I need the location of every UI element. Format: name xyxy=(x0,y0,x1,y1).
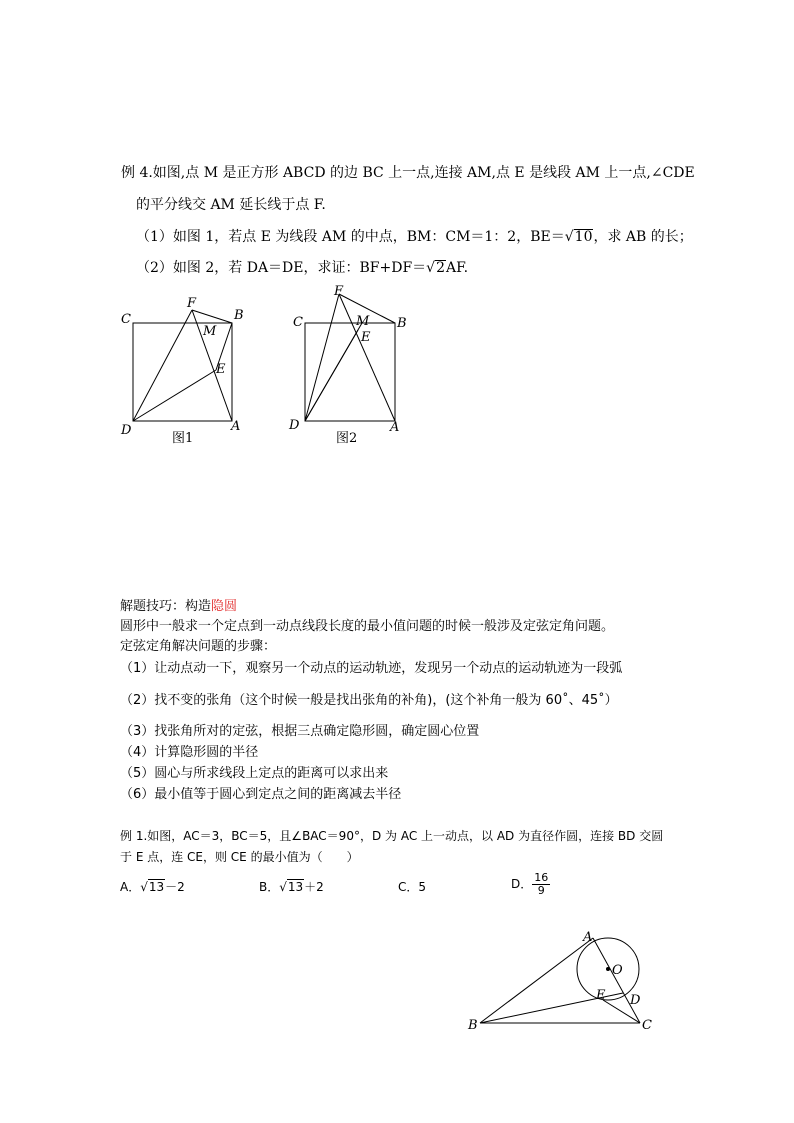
option-a: A．√13－2 xyxy=(120,880,185,894)
fig2-label-m: M xyxy=(356,314,370,329)
fig2-label-e: E xyxy=(361,330,371,345)
tips-heading xyxy=(120,598,237,616)
tips-heading-highlight: 隐圆 xyxy=(211,599,238,614)
fig3-label-a: A xyxy=(583,930,593,945)
q1-prefix: （1）如图 1，若点 E 为线段 AM 的中点，BM：CM＝1：2，BE＝ xyxy=(136,229,565,245)
fig1-label-e: E xyxy=(216,362,226,377)
fig1-caption: 图1 xyxy=(172,431,194,446)
tips-step: （4）计算隐形圆的半径 xyxy=(120,745,259,760)
tips-step: （6）最小值等于圆心到定点之间的距离减去半径 xyxy=(120,787,402,802)
example4-line2: 的平分线交 AM 延长线于点 F. xyxy=(136,197,326,213)
example4-line1: 例 4.如图,点 M 是正方形 ABCD 的边 BC 上一点,连接 AM,点 E 是线段 AM 上一点,∠CDE xyxy=(121,165,695,181)
example1-line1: 例 1.如图，AC＝3，BC＝5，且∠BAC＝90°，D 为 AC 上一动点，以 AD 为直径作圆，连接 BD 交圆 xyxy=(120,829,664,843)
q2-sqrt: √2 xyxy=(426,260,446,276)
fig3-label-e: E xyxy=(596,988,606,1003)
fig2-label-a: A xyxy=(390,420,400,435)
fig1-label-f: F xyxy=(187,296,197,311)
fig2-label-d: D xyxy=(289,418,300,433)
tips-step: （3）找张角所对的定弦，根据三点确定隐形圆，确定圆心位置 xyxy=(120,724,480,739)
q2-suffix: AF. xyxy=(446,260,469,276)
figure-3 xyxy=(460,925,660,1035)
option-d: D． $\frac{16}{9}$ xyxy=(511,871,549,897)
q2-prefix: （2）如图 2，若 DA＝DE，求证：BF+DF＝ xyxy=(136,260,427,276)
fig3-label-c: C xyxy=(642,1018,652,1033)
fig2-caption: 图2 xyxy=(336,431,358,446)
tips-step: （2）找不变的张角（这个时候一般是找出张角的补角)，(这个补角一般为 60˚、45˚） xyxy=(120,693,618,708)
tips-steps-title: 定弦定角解决问题的步骤： xyxy=(120,639,277,654)
fig3-label-b: B xyxy=(468,1018,478,1033)
q1-suffix: ，求 AB 的长； xyxy=(593,229,693,245)
q1-sqrt: √10 xyxy=(564,229,593,245)
figure-2 xyxy=(280,280,415,450)
fig1-label-c: C xyxy=(121,312,131,327)
fig1-label-m: M xyxy=(203,324,217,339)
tips-intro: 圆形中一般求一个定点到一动点线段长度的最小值问题的时候一般涉及定弦定角问题。 xyxy=(120,619,615,634)
fig1-label-a: A xyxy=(231,419,241,434)
fig3-label-d: D xyxy=(630,993,641,1008)
option-c: C．5 xyxy=(398,880,427,894)
figure-1 xyxy=(115,295,255,450)
fig3-label-o: O xyxy=(612,963,623,978)
fig2-label-c: C xyxy=(293,315,303,330)
tips-step: （1）让动点动一下，观察另一个动点的运动轨迹，发现另一个动点的运动轨迹为一段弧 xyxy=(120,661,623,676)
fig2-label-b: B xyxy=(397,316,407,331)
option-b: B．√13＋2 xyxy=(259,880,324,894)
fig2-label-f: F xyxy=(334,284,344,299)
fig1-label-b: B xyxy=(234,308,244,323)
example1-line2: 于 E 点，连 CE，则 CE 的最小值为（ ） xyxy=(120,850,359,864)
fig1-label-d: D xyxy=(121,423,132,438)
example4-question2 xyxy=(136,259,468,277)
example4-question1 xyxy=(136,228,693,246)
tips-heading-prefix: 解题技巧：构造 xyxy=(120,599,212,614)
tips-step: （5）圆心与所求线段上定点的距离可以求出来 xyxy=(120,766,389,781)
